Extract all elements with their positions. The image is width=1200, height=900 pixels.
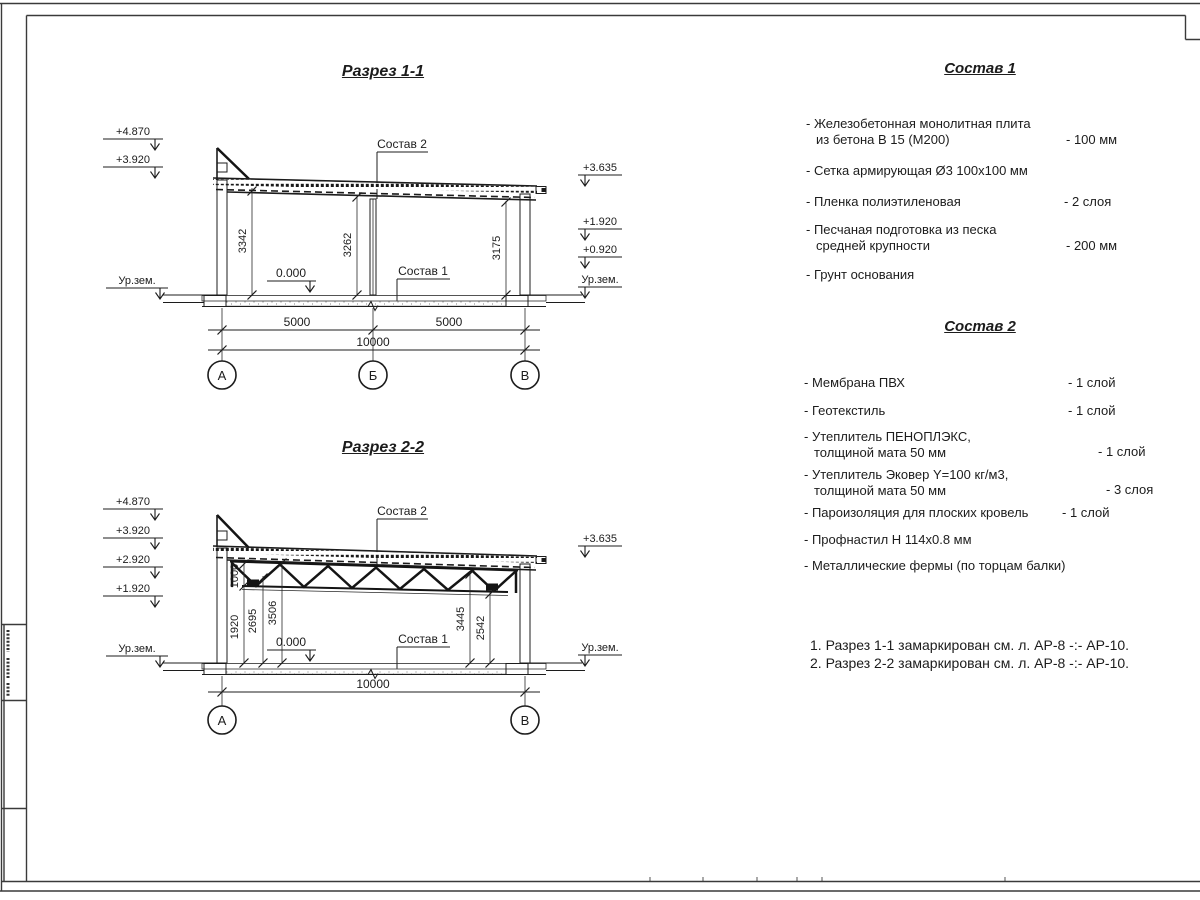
floor-slab [202, 664, 546, 670]
material-line: толщиной мата 50 мм [814, 482, 947, 498]
material-value: - 2 слоя [1064, 194, 1112, 209]
material-item [806, 194, 961, 210]
sostav2-title: Состав 2 [944, 318, 1016, 335]
dim-vertical: 1000 [229, 563, 241, 589]
ground-level-label: Ур.зем. [118, 275, 156, 287]
material-item [804, 375, 905, 391]
wall-left [217, 548, 227, 663]
zero-level-label: 0.000 [275, 635, 307, 649]
material-line: - Пароизоляция для плоских кровель [804, 505, 1029, 520]
sostav2-callout: Состав 2 [377, 137, 427, 151]
material-item [804, 505, 1028, 521]
dim-vertical: 2695 [247, 608, 259, 634]
dim-vertical: 3445 [455, 606, 467, 632]
material-item [804, 532, 972, 548]
parapet-notch [217, 531, 227, 540]
material-line: - Утеплитель Эковер Y=100 кг/м3, [804, 467, 1009, 482]
axis-letter: А [217, 713, 227, 728]
parapet-notch [217, 163, 227, 172]
material-line: - Сетка армирующая Ø3 100x100 мм [806, 163, 1028, 178]
elevation-mark: +3.635 [583, 533, 617, 545]
sand-bed [226, 669, 506, 674]
elevation-mark: +1.920 [116, 583, 150, 595]
material-line: - Металлические фермы (по торцам балки) [804, 558, 1066, 573]
section-1-1-drawing [103, 126, 622, 389]
material-line: средней крупности [816, 237, 930, 253]
material-item [804, 429, 971, 460]
sand-bed [226, 301, 506, 306]
material-item [804, 467, 1008, 498]
section-2-2-drawing [103, 496, 622, 734]
wall-right [520, 564, 530, 663]
axis-letter: Б [368, 368, 378, 383]
axis-letter: А [217, 368, 227, 383]
dim-total: 10000 [356, 335, 390, 349]
dim-vertical: 3342 [237, 228, 249, 254]
material-value: - 3 слоя [1106, 482, 1154, 497]
material-line: - Песчаная подготовка из песка [806, 222, 997, 237]
elevation-mark: +4.870 [116, 126, 150, 138]
sostav1-callout: Состав 1 [398, 264, 448, 278]
material-line: - Пленка полиэтиленовая [806, 194, 961, 209]
material-line: - Утеплитель ПЕНОПЛЭКС, [804, 429, 971, 444]
material-line: - Железобетонная монолитная плита [806, 116, 1031, 131]
section-1-1-title: Разрез 1-1 [341, 63, 425, 80]
material-item [806, 163, 1028, 179]
dim-vertical: 3175 [491, 235, 503, 261]
material-value: - 1 слой [1068, 403, 1116, 418]
material-line: - Геотекстиль [804, 403, 886, 418]
elevation-mark: +3.920 [116, 525, 150, 537]
steel-truss [230, 562, 518, 596]
material-line: - Мембрана ПВХ [804, 375, 905, 390]
dim-vertical: 2542 [475, 615, 487, 641]
material-value: - 100 мм [1066, 132, 1118, 147]
dim-vertical: 3262 [342, 232, 354, 258]
material-item [804, 403, 885, 419]
material-item [806, 116, 1031, 147]
elevation-mark: +4.870 [116, 496, 150, 508]
material-item [806, 222, 996, 253]
elevation-mark: +3.920 [116, 154, 150, 166]
dim-span: 5000 [283, 315, 311, 329]
ground-level-label: Ур.зем. [118, 643, 156, 655]
material-line: - Профнастил Н 114х0.8 мм [804, 532, 972, 547]
dim-span: 5000 [435, 315, 463, 329]
material-value: - 1 слой [1068, 375, 1116, 390]
dim-vertical: 1920 [229, 614, 241, 640]
zero-level-label: 0.000 [275, 266, 307, 280]
material-value: - 1 слой [1062, 505, 1110, 520]
elevation-mark: +2.920 [116, 554, 150, 566]
wall-right [520, 194, 530, 295]
floor-slab [202, 296, 546, 302]
axis-letter: В [520, 713, 530, 728]
material-item [804, 558, 1065, 574]
notes-block [810, 637, 1129, 672]
material-line: - Грунт основания [806, 267, 915, 282]
section-2-2-title: Разрез 2-2 [341, 439, 425, 456]
note-line: 2. Разрез 2-2 замаркирован см. л. АР-8 -:- АР-10. [810, 654, 1130, 671]
elevation-mark: +0.920 [583, 244, 617, 256]
dim-total: 10000 [356, 677, 390, 691]
elevation-mark: +1.920 [583, 216, 617, 228]
dim-vertical: 3506 [267, 600, 279, 626]
elevation-mark: +3.635 [583, 162, 617, 174]
sostav2-callout: Состав 2 [377, 504, 427, 518]
material-value: - 1 слой [1098, 444, 1146, 459]
material-line: из бетона В 15 (М200) [816, 131, 950, 147]
wall-left [217, 180, 227, 295]
material-item [806, 267, 914, 283]
sostav1-title: Состав 1 [944, 60, 1016, 77]
axis-letter: В [520, 368, 530, 383]
sostav1-callout: Состав 1 [398, 632, 448, 646]
ground-level-label: Ур.зем. [581, 274, 619, 286]
ground-level-label: Ур.зем. [581, 642, 619, 654]
material-line: толщиной мата 50 мм [814, 444, 947, 460]
note-line: 1. Разрез 1-1 замаркирован см. л. АР-8 -:- АР-10. [810, 637, 1130, 653]
material-value: - 200 мм [1066, 238, 1118, 253]
